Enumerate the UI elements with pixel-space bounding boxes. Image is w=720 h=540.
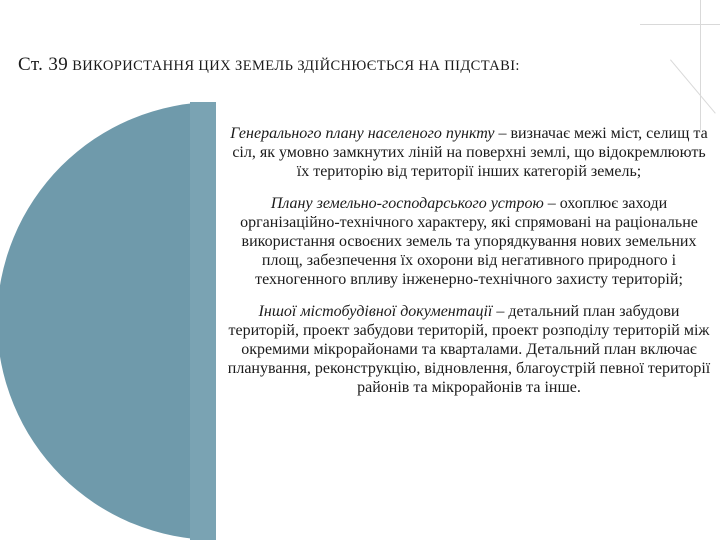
slide-title — [18, 50, 698, 81]
slide-body — [226, 124, 712, 410]
paragraph-text: – визначає межі міст, селищ та сіл, як умовно замкнутих ліній на поверхні землі, що відокремлюють їх територію від території інших категорій земель; — [232, 125, 708, 181]
paragraph-general-plan — [226, 124, 712, 182]
decorative-line-horizontal — [640, 24, 720, 25]
title-text: ВИКОРИСТАННЯ ЦИХ ЗЕМЕЛЬ ЗДІЙСНЮЄТЬСЯ НА ПІДСТАВІ: — [72, 58, 520, 74]
paragraph-term: Генерального плану населеного пункту — [230, 125, 495, 142]
decorative-line-vertical — [700, 0, 701, 130]
paragraph-term: Іншої містобудівної документації — [258, 302, 493, 320]
paragraph-text: – охоплює заходи організаційно-технічного характеру, які спрямовані на раціональне використання освоєних земель та упорядкування нових земельних площ, забезпечення їх охорони від негативного природного і техногенного впливу інженерно-технічного захисту територій; — [240, 194, 698, 289]
paragraph-text: – детальний план забудови територій, проект забудови територій, проект розподілу територій між окремими мікрорайонами та кварталами. Детальний план включає планування, реконструкцію, відновлення, благоустрій певної території районів та мікрорайонів та інше. — [227, 302, 711, 397]
paragraph-land-management-plan — [226, 194, 712, 290]
decorative-rectangle — [190, 102, 216, 540]
paragraph-other-documentation — [226, 302, 712, 398]
title-article-number: Ст. 39 — [18, 54, 69, 75]
decorative-semicircle — [0, 102, 216, 540]
paragraph-term: Плану земельно-господарського устрою — [270, 194, 544, 212]
